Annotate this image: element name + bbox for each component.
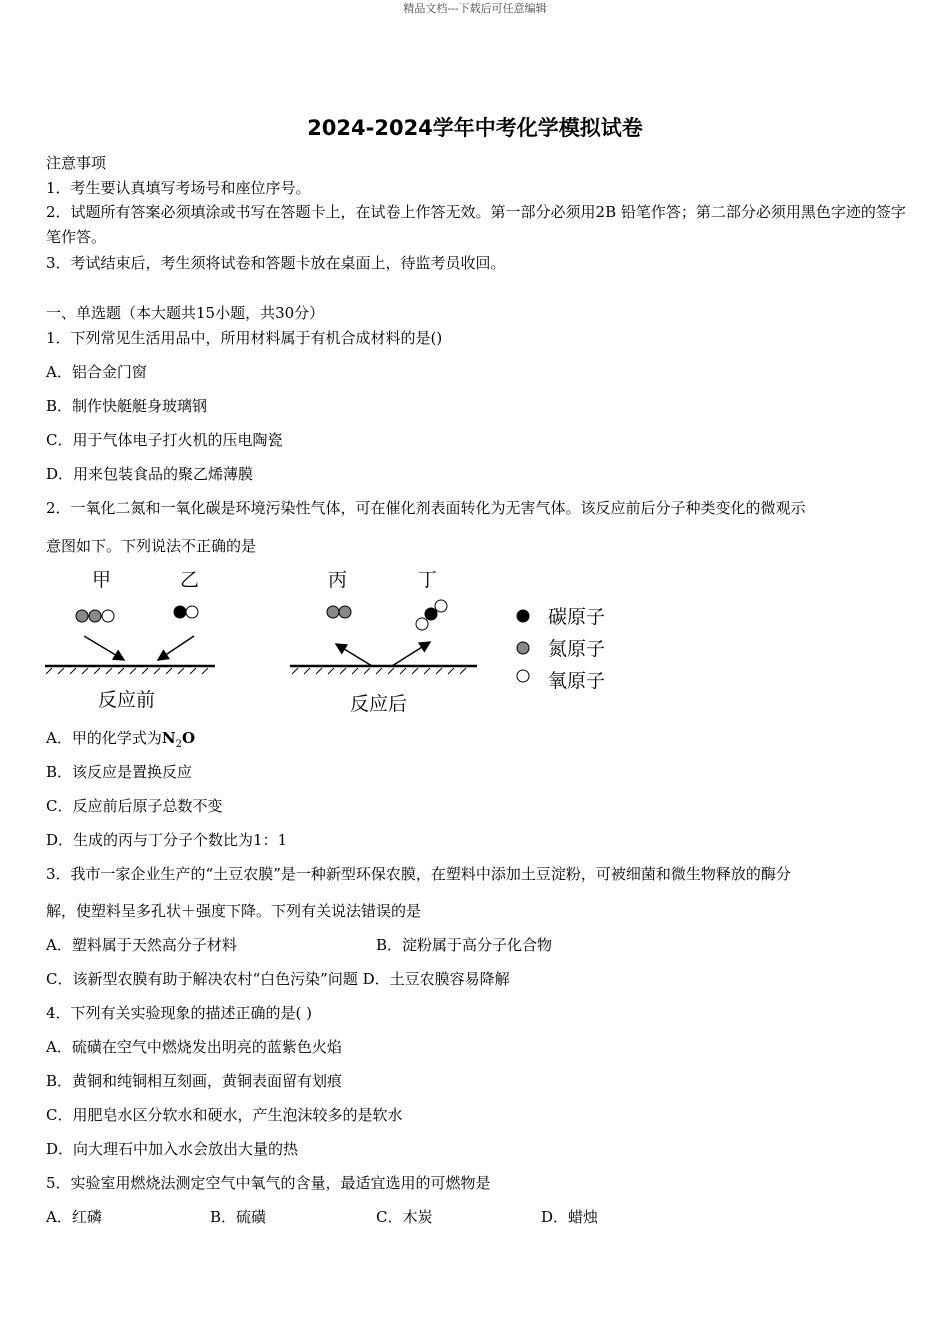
question-4-option-b: B．黄铜和纯铜相互刻画，黄铜表面留有划痕 (46, 1072, 343, 1090)
question-5-option-b: B．硫磺 (210, 1208, 267, 1226)
arrow-bing (336, 644, 372, 666)
question-4-option-a: A．硫磺在空气中燃烧发出明亮的蓝紫色火焰 (46, 1038, 342, 1056)
label-after: 反应后 (350, 693, 408, 715)
section-heading: 一、单选题（本大题共15小题，共30分） (46, 304, 325, 322)
molecule-bing (327, 606, 351, 618)
molecule-yi (174, 606, 198, 618)
question-5-option-c: C．木炭 (376, 1208, 433, 1226)
formula-n: N (161, 729, 176, 747)
question-4-option-d: D．向大理石中加入水会放出大量的热 (46, 1140, 299, 1158)
question-1-option-b: B．制作快艇艇身玻璃钢 (46, 397, 208, 415)
notice-item-3: 3．考试结束后，考生须将试卷和答题卡放在桌面上，待监考员收回。 (46, 254, 506, 272)
legend-carbon-dot (517, 610, 529, 622)
legend-oxygen-dot (517, 670, 529, 682)
label-yi: 乙 (180, 569, 200, 591)
page-title: 2024-2024学年中考化学模拟试卷 (307, 116, 643, 140)
question-3-option-a: A．塑料属于天然高分子材料 (46, 936, 237, 954)
reaction-diagram (40, 562, 640, 722)
label-before: 反应前 (98, 689, 156, 711)
label-ding: 丁 (418, 569, 438, 591)
question-2-option-d: D．生成的丙与丁分子个数比为1：1 (46, 831, 288, 849)
question-1-option-a: A．铝合金门窗 (46, 363, 147, 381)
molecule-ding (416, 600, 447, 630)
question-3-option-b: B．淀粉属于高分子化合物 (376, 936, 553, 954)
label-jia: 甲 (92, 569, 112, 591)
question-5-stem: 5．实验室用燃烧法测定空气中氧气的含量，最适宜选用的可燃物是 (46, 1174, 491, 1192)
question-2-stem-line-1: 2．一氧化二氮和一氧化碳是环境污染性气体，可在催化剂表面转化为无害气体。该反应前后分子种类变化的微观示 (46, 499, 806, 517)
question-2-stem-line-2: 意图如下。下列说法不正确的是 (46, 537, 257, 555)
legend-nitrogen: 氮原子 (548, 638, 606, 660)
question-1-option-c: C．用于气体电子打火机的压电陶瓷 (46, 431, 283, 449)
question-4-stem: 4．下列有关实验现象的描述正确的是( ) (46, 1004, 313, 1022)
legend-oxygen: 氧原子 (548, 670, 606, 692)
notice-item-2: 2．试题所有答案必须填涂或书写在答题卡上，在试卷上作答无效。第一部分必须用2B 铅笔作答；第二部分必须用黑色字迹的签字笔作答。 (46, 203, 906, 246)
question-5-option-d: D．蜡烛 (541, 1208, 599, 1226)
page-header: 精品文档---下载后可任意编辑 (403, 2, 547, 15)
arrow-jia (84, 636, 124, 660)
legend-nitrogen-dot (517, 642, 529, 654)
question-2-option-a-text: A．甲的化学式为 (46, 729, 162, 747)
arrow-yi (158, 636, 194, 660)
molecule-jia (76, 610, 114, 622)
question-5-option-a: A．红磷 (46, 1208, 102, 1226)
question-4-option-c: C．用肥皂水区分软水和硬水，产生泡沫较多的是软水 (46, 1106, 403, 1124)
question-2-option-a (46, 727, 195, 750)
question-1-option-d: D．用来包装食品的聚乙烯薄膜 (46, 465, 254, 483)
notice-heading: 注意事项 (46, 154, 107, 172)
formula-subscript: 2 (175, 739, 182, 750)
question-2-option-c: C．反应前后原子总数不变 (46, 797, 223, 815)
legend-carbon: 碳原子 (548, 606, 606, 628)
formula-o: O (181, 729, 196, 747)
question-3-stem-line-1: 3．我市一家企业生产的“土豆农膜”是一种新型环保农膜，在塑料中添加土豆淀粉，可被细菌和微生物释放的酶分 (46, 865, 791, 883)
question-1-stem: 1．下列常见生活用品中，所用材料属于有机合成材料的是() (46, 329, 443, 347)
label-bing: 丙 (328, 569, 348, 591)
arrow-ding (392, 642, 430, 666)
question-2-option-b: B．该反应是置换反应 (46, 763, 193, 781)
question-3-stem-line-2: 解，使塑料呈多孔状＋强度下降。下列有关说法错误的是 (46, 902, 422, 920)
question-3-option-cd: C．该新型农膜有助于解决农村“白色污染”问题 D．土豆农膜容易降解 (46, 970, 510, 988)
notice-item-1: 1．考生要认真填写考场号和座位序号。 (46, 179, 311, 197)
